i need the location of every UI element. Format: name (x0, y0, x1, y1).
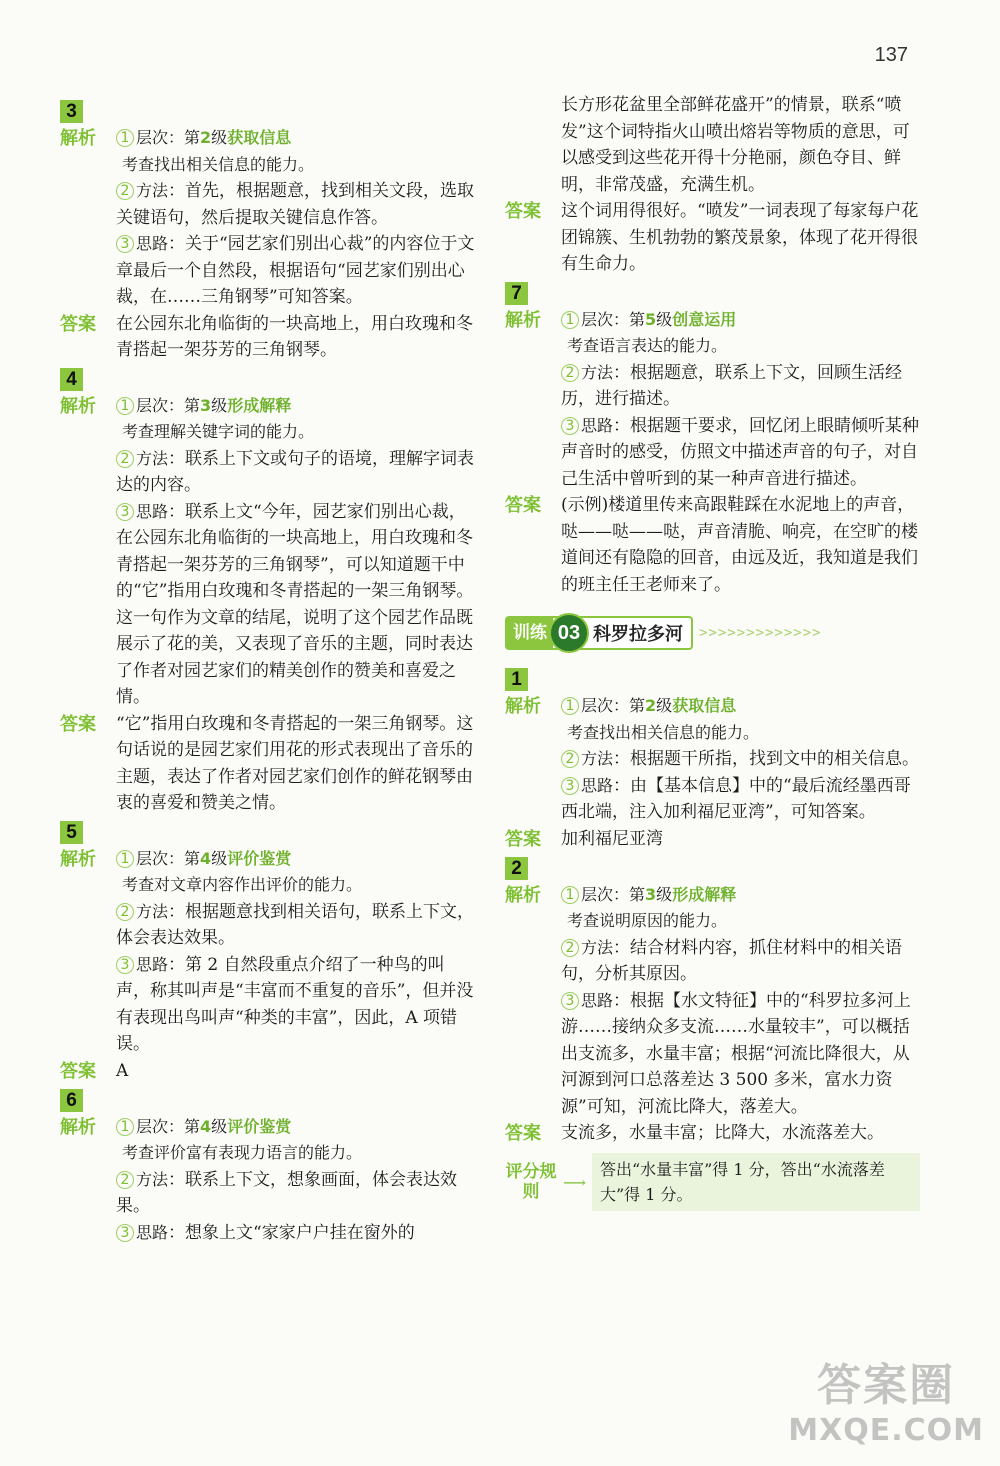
thinking-label: 思路 (136, 954, 169, 974)
arrow-right-icon: ⟶ (563, 1172, 586, 1192)
circle-3-icon: 3 (561, 417, 579, 435)
level-name: 形成解释 (672, 884, 737, 904)
thinking-text: ：根据题干要求，回忆闭上眼睛倾听某种声音时的感受，仿照文中描述声音的句子，对自己生活中曾听到的某一种声音进行描述。 (561, 415, 920, 489)
question-number: 2 (505, 857, 528, 880)
level-description: 考查语言表达的能力。 (567, 336, 728, 355)
answer-tag: 答案 (505, 1123, 541, 1144)
analysis-row (60, 393, 475, 711)
training-label: 训练 (507, 618, 553, 648)
analysis-tag: 解析 (60, 395, 96, 417)
training-title: 科罗拉多河 (593, 624, 683, 645)
level-label: 层次 (136, 128, 169, 147)
answer-tag: 答案 (505, 828, 541, 850)
level-number: 2 (645, 696, 657, 715)
answer-row (60, 311, 475, 364)
thinking-text: ：由【基本信息】中的“最后流经墨西哥西北端，注入加利福尼亚湾”，可知答案。 (561, 775, 911, 822)
level-prefix: ：第 (168, 848, 201, 868)
level-number: 3 (645, 884, 657, 904)
level-name: 评价鉴赏 (227, 848, 292, 868)
level-suffix: 级 (656, 309, 673, 329)
thinking-text: ：联系上文“今年，园艺家们别出心裁，在公园东北角临街的一块高地上，用白玫瑰和冬青搭起一架芬芳的三角钢琴”，可以知道题干中的“它”指用白玫瑰和冬青搭起的一架三角钢琴。这一句作为文章的结尾，说明了这个园艺作品既展示了花的美，又表现了音乐的主题，同时表达了作者对园艺家们的精美创作的赞美和喜爱之情。 (116, 501, 474, 707)
answer-tag: 答案 (505, 201, 541, 222)
answer-text: 支流多，水量丰富；比降大，水流落差大。 (561, 1123, 884, 1143)
circle-2-icon: 2 (561, 364, 579, 382)
question-number: 3 (60, 100, 83, 123)
level-prefix: ：第 (613, 309, 646, 329)
level-number: 4 (200, 848, 212, 868)
thinking-label: 思路 (581, 990, 614, 1010)
method-label: 方法 (581, 937, 614, 957)
level-prefix: ：第 (168, 395, 201, 415)
continuation-text: 长方形花盆里全部鲜花盛开”的情景，联系“喷发”这个词特指火山喷出熔岩等物质的意思，可以感受到这些花开得十分艳丽，颜色夺目、鲜明，非常茂盛，充满生机。 (561, 95, 910, 195)
circle-2-icon: 2 (561, 939, 579, 957)
answer-text: 这个词用得很好。“喷发”一词表现了每家每户花团锦簇、生机勃勃的繁茂景象，体现了花开得很有生命力。 (561, 201, 919, 274)
answer-text: 在公园东北角临街的一块高地上，用白玫瑰和冬青搭起一架芬芳的三角钢琴。 (116, 313, 473, 360)
thinking-label: 思路 (136, 1222, 169, 1242)
answer-row (505, 826, 920, 853)
method-label: 方法 (136, 901, 169, 921)
level-description: 考查评价富有表现力语言的能力。 (122, 1143, 363, 1162)
method-label: 方法 (136, 181, 169, 200)
circle-1-icon: 1 (116, 129, 134, 147)
question-number: 5 (60, 821, 83, 844)
method-text: ：根据题意找到相关语句，联系上下文，体会表达效果。 (116, 901, 475, 948)
thinking-text: ：根据【水文特征】中的“科罗拉多河上游……接纳众多支流……水量较丰”，可以概括出支流多，水量丰富；根据“河流比降很大，从河源到河口总落差达 3 500 多米，富水力资源”可知，河流比降大，落差大。 (561, 990, 911, 1117)
circle-3-icon: 3 (116, 235, 134, 253)
circle-1-icon: 1 (561, 886, 579, 904)
watermark-logo-text: 答案圈 (817, 1360, 956, 1411)
left-column (60, 96, 475, 1246)
level-number: 4 (200, 1116, 212, 1136)
level-name: 形成解释 (227, 395, 292, 415)
level-suffix: 级 (211, 1116, 228, 1136)
level-description: 考查找出相关信息的能力。 (122, 154, 315, 174)
level-name: 获取信息 (672, 696, 737, 715)
level-suffix: 级 (656, 696, 673, 715)
analysis-row (505, 307, 920, 493)
circle-3-icon: 3 (561, 992, 579, 1010)
answer-text: 加利福尼亚湾 (561, 828, 663, 849)
thinking-label: 思路 (136, 501, 169, 521)
method-label: 方法 (136, 1169, 169, 1189)
level-prefix: ：第 (613, 696, 646, 715)
level-name: 创意运用 (672, 309, 737, 329)
answer-text: “它”指用白玫瑰和冬青搭起的一架三角钢琴。这句话说的是园艺家们用花的形式表现出了音乐的主题，表达了作者对园艺家们创作的鲜花钢琴由衷的喜爱和赞美之情。 (116, 713, 474, 813)
method-label: 方法 (581, 749, 614, 768)
watermark-url: MXQE.COM (788, 1413, 984, 1448)
analysis-row (505, 882, 920, 1121)
circle-3-icon: 3 (561, 777, 579, 795)
level-label: 层次 (581, 884, 614, 904)
answer-row (505, 492, 920, 598)
level-label: 层次 (136, 848, 169, 868)
level-label: 层次 (581, 309, 614, 329)
circle-1-icon: 1 (116, 850, 134, 868)
answer-row (505, 198, 920, 278)
analysis-row (505, 693, 920, 826)
analysis-tag: 解析 (60, 128, 96, 149)
analysis-tag: 解析 (60, 1116, 96, 1138)
level-suffix: 级 (656, 884, 673, 904)
method-text: ：结合材料内容，抓住材料中的相关语句，分析其原因。 (561, 937, 903, 984)
analysis-row (60, 1114, 475, 1247)
answer-tag: 答案 (505, 495, 541, 516)
answer-row (60, 711, 475, 817)
answer-tag: 答案 (60, 1060, 96, 1082)
analysis-row (60, 125, 475, 311)
right-column (505, 92, 920, 1211)
thinking-text: ：关于“园艺家们别出心裁”的内容位于文章最后一个自然段，根据语句“园艺家们别出心裁，在……三角钢琴”可知答案。 (116, 234, 475, 307)
scoring-rule-tag: 评分规则 (505, 1162, 557, 1202)
answer-text: (示例)楼道里传来高跟鞋踩在水泥地上的声音，哒——哒——哒，声音清脆、响亮，在空旷的楼道间还有隐隐的回音，由远及近，我知道是我们的班主任王老师来了。 (561, 495, 918, 595)
circle-1-icon: 1 (116, 397, 134, 415)
level-number: 2 (200, 128, 212, 147)
method-text: ：首先，根据题意，找到相关文段，选取关键语句，然后提取关键信息作答。 (116, 181, 475, 228)
circle-2-icon: 2 (561, 750, 579, 768)
circle-1-icon: 1 (116, 1118, 134, 1136)
method-text: ：根据题意，联系上下文，回顾生活经历，进行描述。 (561, 362, 903, 409)
level-number: 3 (200, 395, 212, 415)
level-name: 获取信息 (227, 128, 292, 147)
answer-text: A (116, 1060, 129, 1081)
circle-3-icon: 3 (116, 956, 134, 974)
answer-tag: 答案 (60, 313, 96, 335)
level-suffix: 级 (211, 395, 228, 415)
thinking-label: 思路 (136, 234, 169, 253)
chevrons-decoration: >>>>>>>>>>>>> (699, 625, 822, 641)
page-number: 137 (874, 44, 908, 66)
scoring-rule-row (505, 1153, 920, 1211)
analysis-tag: 解析 (60, 848, 96, 870)
circle-2-icon: 2 (116, 903, 134, 921)
analysis-row (60, 846, 475, 1058)
thinking-label: 思路 (581, 415, 614, 435)
level-description: 考查理解关键字词的能力。 (122, 422, 315, 441)
level-prefix: ：第 (168, 1116, 201, 1136)
circle-2-icon: 2 (116, 450, 134, 468)
circle-2-icon: 2 (116, 182, 134, 200)
method-label: 方法 (136, 448, 169, 468)
answer-row (60, 1058, 475, 1085)
level-label: 层次 (581, 696, 614, 715)
training-header (505, 616, 920, 650)
circle-1-icon: 1 (561, 697, 579, 715)
analysis-tag: 解析 (505, 696, 541, 717)
continuation-row (505, 92, 920, 198)
circle-2-icon: 2 (116, 1171, 134, 1189)
method-text: ：联系上下文或句子的语境，理解字词表达的内容。 (116, 448, 475, 495)
question-number: 1 (505, 668, 528, 691)
training-box (505, 616, 693, 650)
level-prefix: ：第 (613, 884, 646, 904)
training-number: 03 (549, 613, 589, 653)
scoring-rule-text: 答出“水量丰富”得 1 分，答出“水流落差大”得 1 分。 (592, 1153, 920, 1211)
question-number: 6 (60, 1089, 83, 1112)
analysis-tag: 解析 (505, 884, 541, 906)
level-label: 层次 (136, 395, 169, 415)
level-number: 5 (645, 309, 657, 329)
level-prefix: ：第 (168, 128, 201, 147)
circle-3-icon: 3 (116, 503, 134, 521)
circle-1-icon: 1 (561, 311, 579, 329)
thinking-text: ：第 2 自然段重点介绍了一种鸟的叫声，称其叫声是“丰富而不重复的音乐”，但并没有表现出鸟叫声“种类的丰富”，因此，A 项错误。 (116, 954, 474, 1054)
method-text: ：联系上下文，想象画面，体会表达效果。 (116, 1169, 458, 1216)
level-label: 层次 (136, 1116, 169, 1136)
level-description: 考查对文章内容作出评价的能力。 (122, 875, 363, 894)
thinking-label: 思路 (581, 775, 614, 795)
question-number: 7 (505, 282, 528, 305)
answer-tag: 答案 (60, 713, 96, 735)
level-name: 评价鉴赏 (227, 1116, 292, 1136)
watermark (788, 1349, 984, 1448)
thinking-text: ：想象上文“家家户户挂在窗外的 (168, 1222, 415, 1243)
method-text: ：根据题干所指，找到文中的相关信息。 (613, 749, 920, 769)
circle-3-icon: 3 (116, 1224, 134, 1242)
level-description: 考查说明原因的能力。 (567, 911, 728, 930)
level-description: 考查找出相关信息的能力。 (567, 722, 760, 742)
analysis-tag: 解析 (505, 309, 541, 331)
question-number: 4 (60, 368, 83, 391)
answer-row (505, 1120, 920, 1147)
level-suffix: 级 (211, 128, 228, 147)
method-label: 方法 (581, 362, 614, 382)
level-suffix: 级 (211, 848, 228, 868)
